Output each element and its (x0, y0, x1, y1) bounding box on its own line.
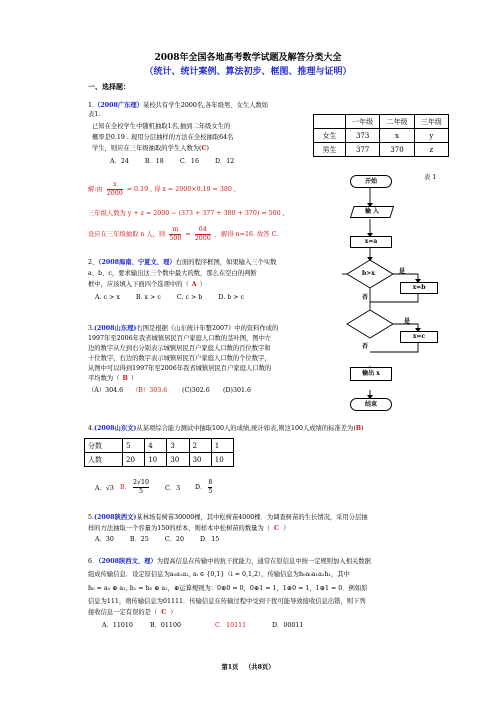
q5-line2: 样的方法抽取一个容量为150的样本，则样本中松树苗的数量为（ C ） (88, 525, 290, 532)
q5-line1: 5.(2008陕西文)某林场有树苗30000棵，其中松树苗4000棵．为调查树苗的生长情况，采用分层抽 (88, 514, 368, 521)
q3-option-a: （A）304.6 (88, 387, 124, 394)
flow-no-1: 否 (362, 294, 369, 301)
q6-answer: C (161, 609, 167, 616)
q4-option-d: D． $\frac{8}{5}$ (195, 479, 213, 495)
q6-line4: 信息为111，则传输信息为01111．传输信息在传输过程中受到干扰可能导致接收信息出错，则下列 (88, 598, 366, 605)
q2-line1: 2、（2008海南、宁夏文、理）右面的程序框图，如果输入三个实数 (88, 259, 277, 266)
q2-line2: a、b、c，要求输出这三个数中最大的数，那么在空白的判断 (88, 270, 257, 277)
q3-option-d: (D)301.6 (223, 387, 251, 394)
flow-yes-2: 是 (404, 318, 411, 325)
q4-option-b: B． $\frac{2√10}{5}$ (120, 479, 149, 495)
decision-diamond-2 (347, 310, 393, 338)
flow-input: 输 入 (350, 206, 394, 218)
section-heading: 一、选择题： (88, 82, 130, 91)
page-footer: 第1页 （共8页） (221, 664, 275, 671)
q4-fraction-b: $\frac{2√10}{5}$ (132, 479, 149, 495)
q4-option-c: C．3 (165, 485, 181, 492)
q6-line5: 接收信息一定有误的是（ C ） (88, 609, 177, 616)
q5-options: A．30 B．25 C．20 D．15 (95, 536, 220, 543)
flow-condition-1: b>x (362, 270, 375, 277)
q2-source: （2008海南、宁夏文、理） (98, 259, 176, 266)
q6-option-b: B．01100 (150, 622, 181, 629)
score-table (84, 438, 234, 467)
q1-line2: 表1. (88, 111, 101, 118)
q4-fraction-d: $\frac{8}{5}$ (208, 479, 213, 495)
q5-answer: C (274, 525, 280, 532)
q3-option-c: (C)302.6 (182, 387, 210, 394)
q6-source: （2008陕西文、理） (98, 558, 157, 565)
flow-yes-1: 是 (399, 268, 406, 275)
q3-line3: 边的数字从左到右分别表示城镇居民百户家庭人口数的百位数字和 (88, 345, 271, 352)
q1-fraction-64: $\frac{64}{2000}$ (194, 226, 211, 242)
q6-option-a: A．11010 (102, 622, 133, 629)
q3-line1: 3.(2008山东理)右图是根据《山东统计年整2007》中的资料作成的 (88, 325, 279, 332)
table-row: 一年级 二年级 三年级 (314, 115, 449, 129)
q6-line2: 组成传输信息．设定原信息为a₀a₁a₂, aᵢ ∈ {0,1}（i = 0,1,2），传输信息为h₀a₀a₁a₂h₁，其中 (88, 571, 350, 578)
page-subtitle: （统计、统计案例、算法初步、框图、推理与证明） (144, 67, 352, 77)
q3-line6: 平均数为（ B ） (88, 375, 138, 382)
q1-line3: 已知在全校学生中随机抽取1名,抽到二年级女生的 (92, 123, 231, 130)
q4-answer: B (355, 425, 362, 432)
q1-solution-2: 三年级人数为 y + z = 2000 − (373 + 377 + 380 + 370) = 500 , (88, 210, 285, 217)
q4-option-a: A．√3 (95, 485, 114, 492)
q6-line3: h₀ = a₀ ⊕ a₁, h₁ = h₀ ⊕ a₂，⊕运算规则为：0⊕0 = 0，0⊕1 = 1，1⊕0 = 1，1⊕1 = 0．例如原 (88, 585, 368, 592)
flow-assign-a: x=a (350, 236, 392, 248)
flow-end: 结束 (350, 398, 392, 411)
q3-line4: 十位数字，右边的数字表示城镇居民百户家庭人口数的个位数字， (88, 355, 271, 362)
q1-line4: 概率是0.19 . 现用分层抽样的方法在全校抽取64名 (92, 134, 234, 141)
q1-solution-3: 设应在三年级抽取 n 人，则 $\frac{m}{500}$ = $\frac{64}{2000}$ ，解得 n=16. 故答 C. (88, 226, 279, 242)
q3-line2: 1997年至2006年我省城镇居民百户家庭人口数的茎叶图，图中左 (88, 335, 272, 342)
q4-line1: 4.(2008山东文)从某项综合能力测试中抽取100人的成绩,统计如表,则这100人成绩的标准差为(B) (88, 425, 364, 432)
q4-source: (2008山东文) (94, 425, 137, 432)
q1-line5: 学生，则应在三年级抽取的学生人数为(C) (92, 145, 209, 152)
flow-no-2: 否 (362, 343, 369, 350)
q1-text1: 某校共有学生2000名,各年级男、女生人数如 (143, 102, 269, 109)
q6-option-c: C．10111 (215, 622, 247, 629)
table-row: 女生 373 x y (314, 129, 449, 143)
q1-fraction-m: $\frac{m}{500}$ (169, 226, 182, 242)
flow-start: 开始 (350, 175, 392, 188)
q2-line3: 框中，应该填入下面四个选项中的（ A ） (88, 281, 206, 288)
q3-line5: 从图中可以得到1997年至2006年我省城镇居民百户家庭人口数的 (88, 365, 272, 372)
q1-number: 1. (88, 102, 95, 109)
q1-line1 (88, 101, 268, 110)
q2-options: A. c > x B. x > c C. c > b D. b > c (95, 294, 245, 301)
q5-source: (2008陕西文) (94, 514, 137, 521)
q1-answer: C (201, 145, 207, 152)
flow-assign-b: x=b (400, 282, 438, 294)
page-title: 2008年全国各地高考数学试题及解答分类大全 (154, 53, 342, 63)
q1-solution-1: 解:由 $\frac{x}{2000}$ = 0.19 , 得 x = 2000×0.19 = 380 , (88, 181, 236, 197)
table-row: 分数 5 4 3 2 1 (85, 439, 234, 453)
flow-output: 输出 x (350, 367, 392, 381)
q3-answer: B (122, 375, 128, 382)
q6-option-d: D．00011 (272, 622, 304, 629)
table-row: 人数 20 10 30 30 10 (85, 453, 234, 467)
flow-assign-c: x=c (400, 331, 438, 343)
q3-source: (2008山东理) (94, 325, 137, 332)
q1-fraction-x: $\frac{x}{2000}$ (106, 181, 123, 197)
table-caption: 表 1 (424, 174, 437, 181)
table-row: 男生 377 370 z (314, 143, 449, 157)
grade-table (313, 114, 449, 157)
q6-line1: 6．（2008陕西文、理）为提高信息在传输中的抗干扰能力，通常在原信息中按一定规则加入相关数据 (88, 558, 371, 565)
q1-source: （2008广东理） (94, 102, 144, 109)
q3-option-b: （B）303.6 (132, 387, 168, 394)
q1-options: A．24 B．18 C．16 D．12 (110, 158, 235, 165)
q2-answer: A (191, 281, 197, 288)
